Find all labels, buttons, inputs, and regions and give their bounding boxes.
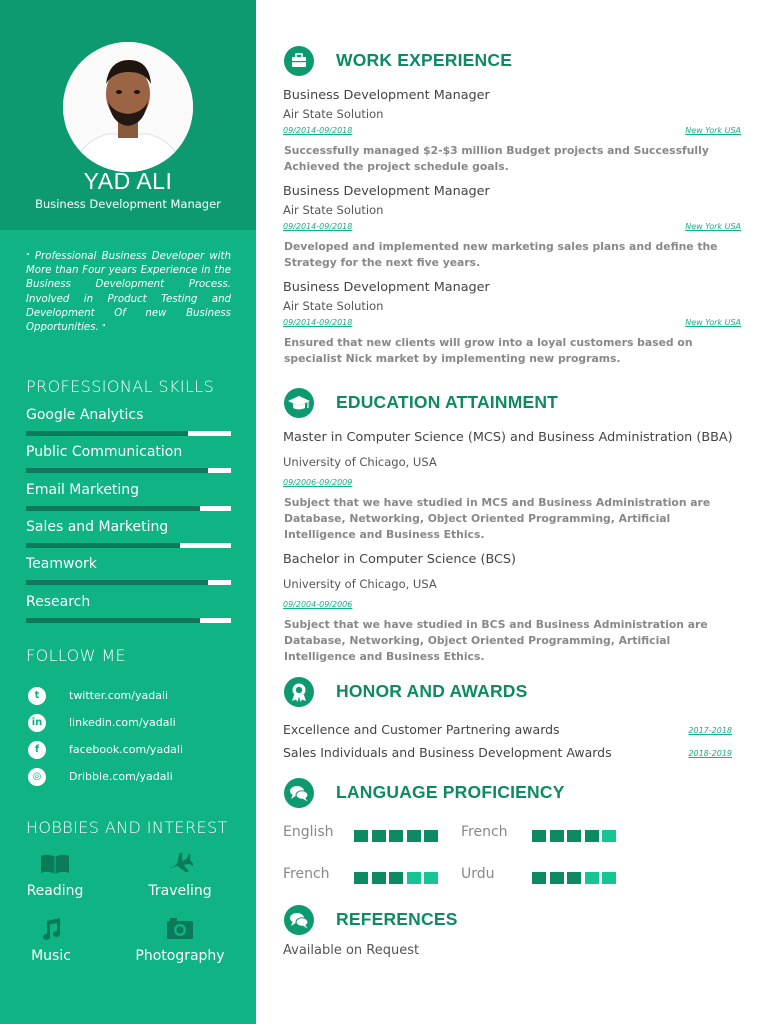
briefcase-icon bbox=[284, 46, 314, 76]
job-location-link[interactable]: New York USA bbox=[685, 222, 741, 231]
job-title: Business Development Manager bbox=[283, 184, 490, 199]
follow-heading: FOLLOW ME bbox=[26, 646, 127, 665]
award-name: Sales Individuals and Business Development Awards bbox=[283, 745, 612, 760]
hobby-label: Music bbox=[31, 948, 71, 964]
follow-link-text[interactable]: Dribble.com/yadali bbox=[69, 770, 173, 783]
education-dates-link[interactable]: 09/2006-09/2009 bbox=[283, 478, 353, 487]
follow-link[interactable] bbox=[28, 687, 228, 705]
award-year-link[interactable]: 2017-2018 bbox=[688, 726, 732, 735]
hobby-label: Photography bbox=[135, 948, 225, 964]
award-medal-icon bbox=[284, 677, 314, 707]
references-text: Available on Request bbox=[283, 943, 420, 958]
language-title: LANGUAGE PROFICIENCY bbox=[336, 782, 565, 802]
summary-text: Professional Business Developer with More than Four years Experience in the Business Development Process. Involved in Product Testing and Development Of new Business Opportunities. bbox=[26, 251, 231, 334]
graduation-cap-icon bbox=[284, 388, 314, 418]
hobby-label: Traveling bbox=[148, 883, 212, 899]
skill-item bbox=[26, 556, 231, 572]
award-year-link[interactable]: 2018-2019 bbox=[688, 749, 732, 758]
job-location-link[interactable]: New York USA bbox=[685, 318, 741, 327]
language-level-dot bbox=[585, 830, 599, 842]
facebook-icon[interactable]: f bbox=[28, 741, 46, 759]
language-level-dot bbox=[550, 830, 564, 842]
language-name: English bbox=[283, 824, 334, 840]
skill-name: Public Communication bbox=[26, 444, 183, 461]
language-level-dot bbox=[550, 872, 564, 884]
references-title: REFERENCES bbox=[336, 909, 458, 929]
camera-icon bbox=[166, 917, 194, 941]
language-level bbox=[532, 827, 620, 839]
language-level-dot bbox=[567, 872, 581, 884]
skill-bar bbox=[26, 618, 231, 623]
job-title: Business Development Manager bbox=[283, 280, 490, 295]
language-level-dot bbox=[354, 872, 368, 884]
twitter-icon[interactable]: t bbox=[28, 687, 46, 705]
skill-bar bbox=[26, 506, 231, 511]
language-level-dot bbox=[389, 872, 403, 884]
language-level-dot bbox=[407, 872, 421, 884]
skill-item bbox=[26, 519, 231, 535]
speech-bubbles-icon bbox=[284, 905, 314, 935]
job-description: Developed and implemented new marketing sales plans and define the Strategy for the next five years. bbox=[284, 240, 718, 269]
skill-item bbox=[26, 444, 231, 460]
language-level-dot bbox=[372, 830, 386, 842]
job-title: Business Development Manager bbox=[283, 88, 490, 103]
skill-bar bbox=[26, 431, 231, 436]
language-level-dot bbox=[407, 830, 421, 842]
honors-title: HONOR AND AWARDS bbox=[336, 681, 528, 701]
follow-link[interactable] bbox=[28, 741, 228, 759]
education-university: University of Chicago, USA bbox=[283, 455, 437, 469]
language-level-dot bbox=[424, 872, 438, 884]
skill-item bbox=[26, 482, 231, 498]
main-content bbox=[256, 0, 768, 1024]
close-quote-icon: " bbox=[102, 323, 106, 333]
music-note-icon bbox=[39, 917, 63, 941]
education-description: Subject that we have studied in BCS and Business Administration are Database, Networking, Object Oriented Programming, Artificial Intelligence and Business Ethics. bbox=[284, 618, 708, 663]
hobby-label: Reading bbox=[26, 883, 84, 899]
sidebar bbox=[0, 0, 256, 1024]
language-level bbox=[354, 827, 442, 839]
book-icon bbox=[39, 852, 71, 876]
skill-bar-fill bbox=[26, 618, 200, 623]
profile-role: Business Development Manager bbox=[35, 197, 221, 211]
education-degree: Bachelor in Computer Science (BCS) bbox=[283, 552, 517, 567]
hobby-music bbox=[0, 917, 106, 964]
hobby-reading bbox=[0, 852, 110, 899]
follow-link-text[interactable]: linkedin.com/yadali bbox=[69, 716, 176, 729]
skill-bar-fill bbox=[26, 543, 180, 548]
job-company: Air State Solution bbox=[283, 299, 384, 313]
education-dates-link[interactable]: 09/2004-09/2006 bbox=[283, 600, 353, 609]
speech-bubbles-icon bbox=[284, 778, 314, 808]
profile-header bbox=[0, 0, 256, 230]
hobby-photography bbox=[125, 917, 235, 964]
language-level-dot bbox=[602, 830, 616, 842]
education-university: University of Chicago, USA bbox=[283, 577, 437, 591]
language-level bbox=[532, 869, 620, 881]
linkedin-icon[interactable]: in bbox=[28, 714, 46, 732]
skills-heading: PROFESSIONAL SKILLS bbox=[26, 377, 215, 396]
skill-bar bbox=[26, 580, 231, 585]
follow-link-text[interactable]: facebook.com/yadali bbox=[69, 743, 184, 756]
hobby-traveling bbox=[125, 852, 235, 899]
language-level-dot bbox=[424, 830, 438, 842]
profile-summary bbox=[26, 250, 231, 335]
job-company: Air State Solution bbox=[283, 203, 384, 217]
job-description: Successfully managed $2-$3 million Budget projects and Successfully Achieved the project schedule goals. bbox=[284, 144, 709, 173]
skill-bar-fill bbox=[26, 580, 208, 585]
skill-item bbox=[26, 594, 231, 610]
language-level-dot bbox=[532, 872, 546, 884]
language-level-dot bbox=[585, 872, 599, 884]
language-name: French bbox=[283, 866, 330, 882]
job-dates-link[interactable]: 09/2014-09/2018 bbox=[283, 318, 353, 327]
airplane-icon bbox=[167, 852, 193, 876]
skill-name: Email Marketing bbox=[26, 481, 140, 498]
follow-link[interactable] bbox=[28, 714, 228, 732]
skill-bar-fill bbox=[26, 431, 188, 436]
education-description: Subject that we have studied in MCS and Business Administration are Database, Networking, Object Oriented Programming, Artificial Intelligence and Business Ethics. bbox=[284, 496, 711, 541]
education-degree: Master in Computer Science (MCS) and Business Administration (BBA) bbox=[283, 430, 733, 445]
language-level-dot bbox=[567, 830, 581, 842]
language-level-dot bbox=[602, 872, 616, 884]
job-location-link[interactable]: New York USA bbox=[685, 126, 741, 135]
skill-bar-fill bbox=[26, 468, 208, 473]
language-name: Urdu bbox=[461, 866, 495, 882]
skill-bar bbox=[26, 543, 231, 548]
language-level-dot bbox=[389, 830, 403, 842]
avatar bbox=[63, 42, 193, 172]
education-title: EDUCATION ATTAINMENT bbox=[336, 392, 559, 412]
job-company: Air State Solution bbox=[283, 107, 384, 121]
skill-name: Teamwork bbox=[26, 556, 97, 573]
skill-name: Sales and Marketing bbox=[26, 518, 169, 535]
dribbble-icon[interactable]: ◎ bbox=[28, 768, 46, 786]
language-level-dot bbox=[354, 830, 368, 842]
job-description: Ensured that new clients will grow into a loyal customers based on specialist Nick market by implementing new programs. bbox=[284, 336, 693, 365]
award-name: Excellence and Customer Partnering awards bbox=[283, 722, 560, 737]
job-dates-link[interactable]: 09/2014-09/2018 bbox=[283, 222, 353, 231]
job-dates-link[interactable]: 09/2014-09/2018 bbox=[283, 126, 353, 135]
skill-item bbox=[26, 407, 231, 423]
follow-link-text[interactable]: twitter.com/yadali bbox=[69, 689, 169, 702]
skill-bar bbox=[26, 468, 231, 473]
language-level-dot bbox=[532, 830, 546, 842]
open-quote-icon: " bbox=[26, 252, 30, 261]
follow-link[interactable] bbox=[28, 768, 228, 786]
profile-name: YAD ALI bbox=[83, 168, 173, 194]
language-level bbox=[354, 869, 442, 881]
hobbies-heading: HOBBIES AND INTEREST bbox=[26, 818, 228, 837]
language-name: French bbox=[461, 824, 508, 840]
skill-bar-fill bbox=[26, 506, 200, 511]
skill-name: Google Analytics bbox=[26, 407, 144, 423]
language-level-dot bbox=[372, 872, 386, 884]
work-experience-title: WORK EXPERIENCE bbox=[336, 50, 513, 70]
skill-name: Research bbox=[26, 593, 91, 610]
